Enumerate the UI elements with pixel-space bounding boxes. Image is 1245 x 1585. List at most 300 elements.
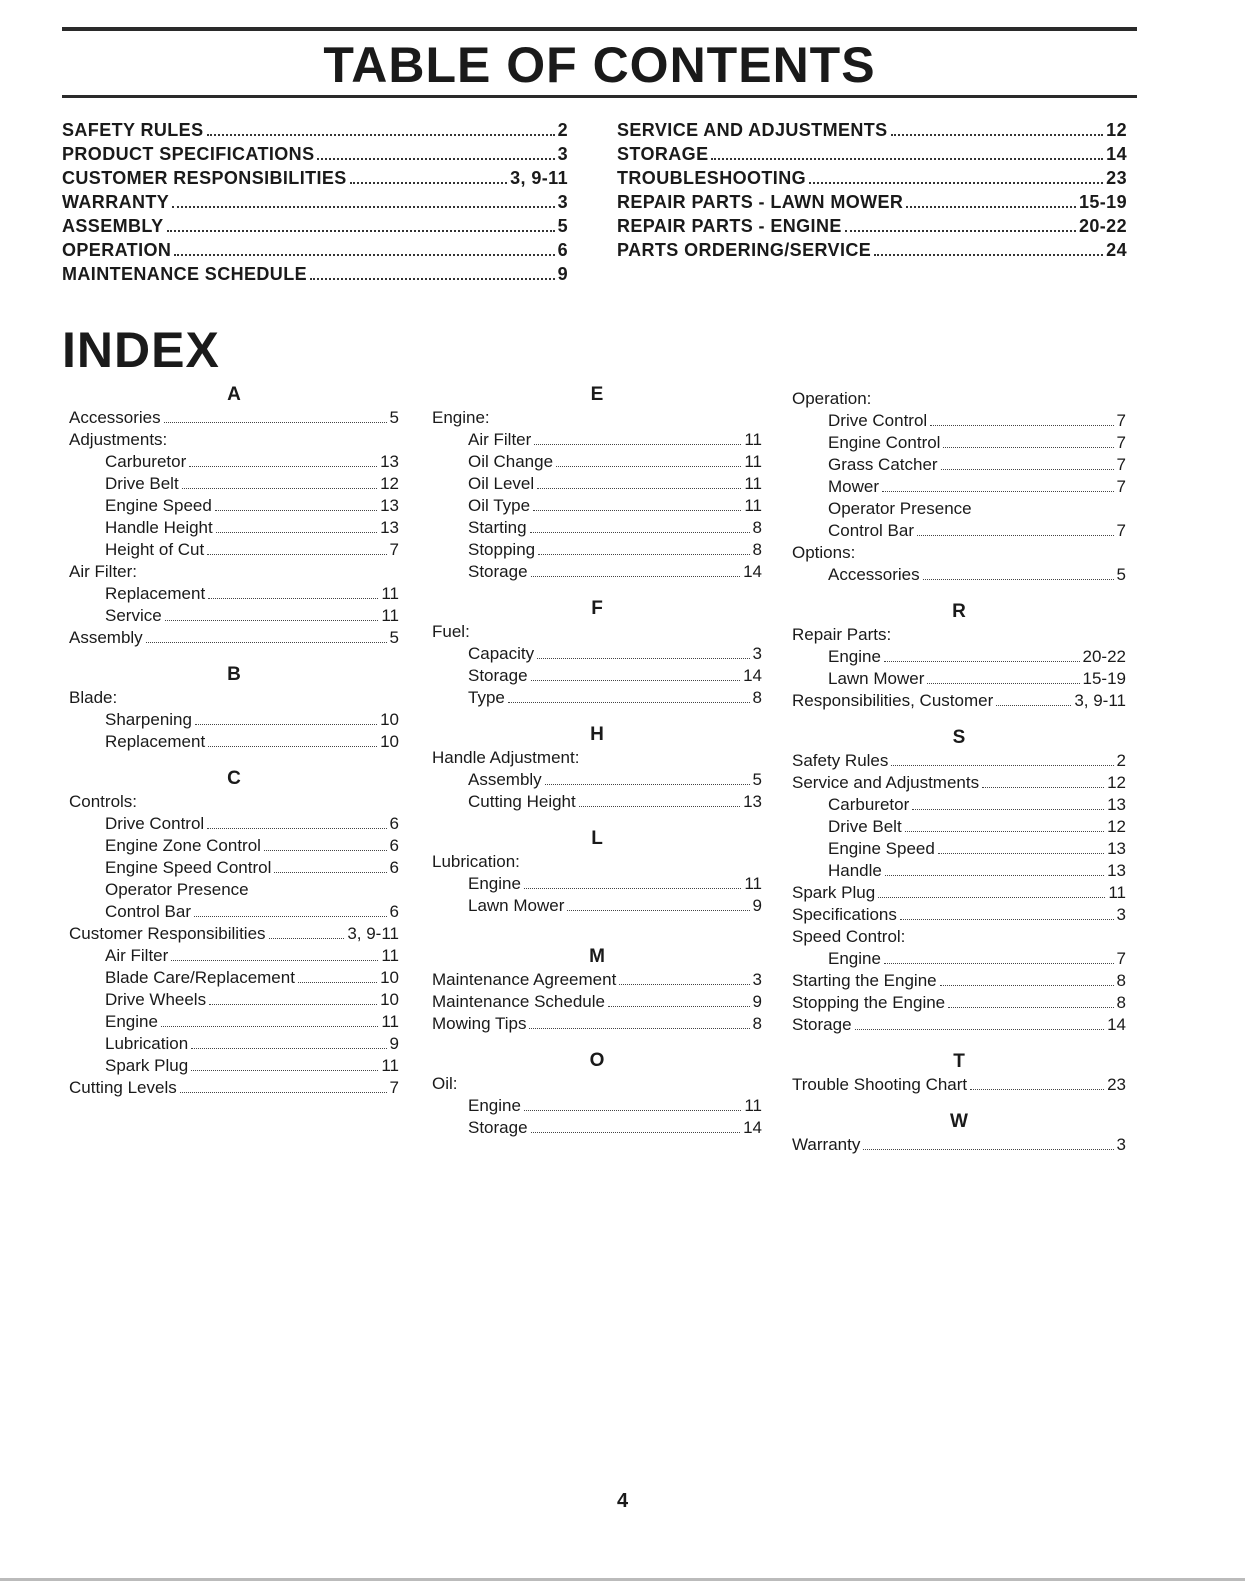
index-entry-page: 14 [743, 666, 762, 685]
index-entry-label: Service and Adjustments [792, 773, 980, 792]
index-subentry [792, 410, 1126, 432]
toc-entry-page: 3, 9-11 [510, 168, 568, 188]
index-subentry [432, 473, 762, 495]
index-entry-page: 11 [381, 606, 399, 625]
index-entry-page: 5 [1116, 565, 1126, 584]
dot-leader [317, 158, 554, 160]
index-subentry [69, 539, 399, 561]
index-entry-page: 5 [752, 770, 762, 789]
index-column-1 [69, 383, 399, 1099]
index-heading [792, 498, 1126, 520]
toc-entry [62, 168, 568, 192]
spacer [792, 1096, 1126, 1110]
index-subentry [69, 835, 399, 857]
index-heading [792, 542, 1126, 564]
index-entry-label: Carburetor [105, 452, 187, 471]
index-heading-label: Lubrication: [432, 852, 520, 871]
index-title: INDEX [62, 322, 220, 378]
index-subentry [792, 816, 1126, 838]
dot-leader [874, 254, 1103, 256]
index-entry-label: Drive Control [105, 814, 205, 833]
dot-leader [863, 1149, 1113, 1150]
index-subentry [69, 1033, 399, 1055]
index-entry-label: Trouble Shooting Chart [792, 1075, 968, 1094]
index-entry-label: Drive Belt [105, 474, 179, 493]
index-entry-label: Oil Type [468, 496, 531, 515]
index-entry-page: 15-19 [1082, 669, 1126, 688]
index-entry-page: 11 [744, 1096, 762, 1115]
index-entry-page: 14 [743, 1118, 762, 1137]
index-entry-page: 8 [752, 1014, 762, 1033]
index-entry-label: Responsibilities, Customer [792, 691, 994, 710]
index-entry-page: 9 [389, 1034, 399, 1053]
dot-leader [537, 658, 749, 659]
index-column-2 [432, 383, 762, 1139]
dot-leader [508, 702, 750, 703]
index-subentry [432, 1117, 762, 1139]
index-letter-heading: S [952, 727, 966, 748]
toc-right-column [617, 120, 1127, 264]
index-subentry [69, 1055, 399, 1077]
index-entry-page: 7 [389, 540, 399, 559]
index-heading [792, 624, 1126, 646]
toc-entry-label: CUSTOMER RESPONSIBILITIES [62, 168, 347, 188]
index-subentry [792, 646, 1126, 668]
index-entry-label: Handle [828, 861, 882, 880]
dot-leader [906, 206, 1076, 208]
index-heading [432, 851, 762, 873]
dot-leader [884, 963, 1114, 964]
index-subentry [69, 967, 399, 989]
dot-leader [531, 680, 741, 681]
index-entry-page: 5 [389, 628, 399, 647]
toc-entry-page: 20-22 [1078, 216, 1127, 236]
index-entry-page: 11 [744, 452, 762, 471]
index-entry [69, 627, 399, 649]
spacer [69, 753, 399, 767]
dot-leader [537, 488, 741, 489]
dot-leader [940, 985, 1114, 986]
index-entry-page: 13 [1107, 861, 1126, 880]
index-entry-page: 13 [1107, 839, 1126, 858]
spacer [792, 1036, 1126, 1050]
dot-leader [608, 1006, 750, 1007]
index-letter-heading: B [227, 664, 241, 685]
dot-leader [923, 579, 1114, 580]
index-entry-label: Mowing Tips [432, 1014, 527, 1033]
index-entry-label: Starting [468, 518, 527, 537]
index-subentry [69, 901, 399, 923]
spacer [432, 1035, 762, 1049]
index-entry-label: Control Bar [828, 521, 914, 540]
toc-entry [62, 264, 568, 288]
index-subentry [69, 813, 399, 835]
index-subentry [792, 476, 1126, 498]
index-entry-label: Blade Care/Replacement [105, 968, 295, 987]
dot-leader [269, 938, 345, 939]
spacer [792, 586, 1126, 600]
dot-leader [194, 916, 387, 917]
index-heading-label: Operator Presence [105, 880, 249, 899]
index-subentry [432, 1095, 762, 1117]
spacer [432, 931, 762, 945]
index-entry-label: Engine Zone Control [105, 836, 261, 855]
index-entry-label: Warranty [792, 1135, 861, 1154]
dot-leader [943, 447, 1113, 448]
index-entry-page: 9 [752, 992, 762, 1011]
index-heading-label: Speed Control: [792, 927, 906, 946]
index-heading [432, 747, 762, 769]
spacer [432, 813, 762, 827]
index-entry-label: Engine [105, 1012, 158, 1031]
dot-leader [996, 705, 1071, 706]
index-entry-label: Cutting Height [468, 792, 576, 811]
index-entry-label: Capacity [468, 644, 535, 663]
index-subentry [432, 873, 762, 895]
index-letter-heading: O [589, 1050, 605, 1071]
index-entry-page: 10 [380, 732, 399, 751]
index-entry-label: Storage [468, 1118, 528, 1137]
dot-leader [905, 831, 1104, 832]
index-heading-label: Engine: [432, 408, 490, 427]
index-entry-page: 11 [744, 430, 762, 449]
index-letter-heading: F [591, 598, 603, 619]
toc-entry-label: PARTS ORDERING/SERVICE [617, 240, 872, 260]
index-entry-label: Air Filter [468, 430, 532, 449]
index-entry-label: Drive Belt [828, 817, 902, 836]
index-entry-label: Maintenance Schedule [432, 992, 605, 1011]
dot-leader [529, 1028, 749, 1029]
dot-leader [855, 1029, 1105, 1030]
spacer [432, 709, 762, 723]
index-entry-page: 8 [752, 688, 762, 707]
index-letter-heading: M [589, 946, 605, 967]
index-entry-label: Control Bar [105, 902, 191, 921]
index-subentry [792, 794, 1126, 816]
index-subentry [69, 1011, 399, 1033]
index-entry-page: 13 [743, 792, 762, 811]
index-entry-label: Drive Control [828, 411, 928, 430]
index-entry-page: 2 [1116, 751, 1126, 770]
toc-entry [617, 216, 1127, 240]
index-entry-label: Lubrication [105, 1034, 189, 1053]
index-subentry [432, 561, 762, 583]
spacer [69, 649, 399, 663]
index-entry-label: Storage [792, 1015, 852, 1034]
dot-leader [927, 683, 1079, 684]
toc-entry [62, 192, 568, 216]
dot-leader [209, 1004, 377, 1005]
spacer [432, 583, 762, 597]
index-subentry [432, 665, 762, 687]
dot-leader [165, 620, 379, 621]
index-entry [792, 772, 1126, 794]
index-entry-page: 10 [380, 968, 399, 987]
index-letter-heading: T [953, 1051, 965, 1072]
index-entry [432, 1013, 762, 1035]
index-subentry [792, 668, 1126, 690]
index-entry-page: 11 [381, 1056, 399, 1075]
spacer [792, 712, 1126, 726]
index-entry [792, 904, 1126, 926]
index-entry-label: Storage [468, 562, 528, 581]
index-entry-label: Spark Plug [105, 1056, 189, 1075]
index-entry-label: Engine [828, 949, 881, 968]
dot-leader [274, 872, 386, 873]
index-entry [792, 690, 1126, 712]
index-entry-page: 12 [380, 474, 399, 493]
toc-entry [617, 168, 1127, 192]
dot-leader [207, 554, 386, 555]
dot-leader [310, 278, 555, 280]
toc-entry [62, 144, 568, 168]
toc-entry-label: TROUBLESHOOTING [617, 168, 806, 188]
index-entry-page: 7 [1116, 411, 1126, 430]
toc-entry [62, 216, 568, 240]
index-heading-label: Operation: [792, 389, 872, 408]
toc-entry-page: 2 [557, 120, 568, 140]
index-entry-label: Accessories [69, 408, 161, 427]
dot-leader [524, 888, 741, 889]
index-heading [432, 621, 762, 643]
toc-entry-label: MAINTENANCE SCHEDULE [62, 264, 308, 284]
dot-leader [531, 576, 741, 577]
toc-title-rule [62, 95, 1137, 98]
toc-entry [62, 240, 568, 264]
dot-leader [533, 510, 741, 511]
index-entry-page: 7 [1116, 433, 1126, 452]
toc-entry [62, 120, 568, 144]
dot-leader [174, 254, 554, 256]
index-entry-page: 6 [389, 814, 399, 833]
index-entry-label: Air Filter [105, 946, 169, 965]
toc-entry-label: WARRANTY [62, 192, 170, 212]
index-entry-label: Carburetor [828, 795, 910, 814]
index-entry-label: Lawn Mower [828, 669, 925, 688]
index-subentry [69, 857, 399, 879]
index-heading-label: Air Filter: [69, 562, 137, 581]
dot-leader [941, 469, 1114, 470]
spacer [432, 917, 762, 931]
index-letter-heading: A [227, 384, 241, 405]
dot-leader [195, 724, 377, 725]
dot-leader [948, 1007, 1113, 1008]
dot-leader [884, 661, 1080, 662]
index-subentry [792, 432, 1126, 454]
index-entry-label: Stopping [468, 540, 536, 559]
index-subentry [69, 989, 399, 1011]
index-subentry [432, 687, 762, 709]
index-subentry [432, 429, 762, 451]
index-subentry [792, 564, 1126, 586]
toc-entry [617, 144, 1127, 168]
index-entry [792, 1134, 1126, 1156]
dot-leader [264, 850, 387, 851]
index-entry-page: 6 [389, 902, 399, 921]
index-entry-page: 10 [380, 990, 399, 1009]
index-entry [792, 882, 1126, 904]
dot-leader [207, 828, 386, 829]
toc-left-column [62, 120, 568, 288]
index-entry-page: 23 [1107, 1075, 1126, 1094]
dot-leader [538, 554, 749, 555]
toc-entry-label: PRODUCT SPECIFICATIONS [62, 144, 315, 164]
toc-entry-label: ASSEMBLY [62, 216, 164, 236]
dot-leader [579, 806, 740, 807]
index-column-3 [792, 388, 1126, 1156]
index-entry-label: Accessories [828, 565, 920, 584]
dot-leader [298, 982, 377, 983]
index-entry-label: Height of Cut [105, 540, 205, 559]
toc-entry-label: SERVICE AND ADJUSTMENTS [617, 120, 888, 140]
index-entry-page: 11 [1108, 883, 1126, 902]
dot-leader [711, 158, 1103, 160]
index-entry [432, 991, 762, 1013]
index-entry-page: 8 [1116, 993, 1126, 1012]
index-heading-label: Adjustments: [69, 430, 168, 449]
toc-entry-page: 24 [1106, 240, 1127, 260]
index-heading-label: Operator Presence [828, 499, 972, 518]
dot-leader [809, 182, 1103, 184]
toc-entry [617, 192, 1127, 216]
index-subentry [432, 769, 762, 791]
index-letter-heading: W [950, 1111, 968, 1132]
index-heading [69, 429, 399, 451]
index-entry-label: Stopping the Engine [792, 993, 946, 1012]
index-entry-page: 10 [380, 710, 399, 729]
index-subentry [432, 495, 762, 517]
toc-entry-label: STORAGE [617, 144, 709, 164]
index-entry-label: Starting the Engine [792, 971, 937, 990]
index-subentry [432, 791, 762, 813]
index-subentry [69, 945, 399, 967]
index-entry-page: 3 [1116, 905, 1126, 924]
dot-leader [845, 230, 1076, 232]
index-entry-label: Grass Catcher [828, 455, 938, 474]
index-heading [69, 791, 399, 813]
index-entry [792, 970, 1126, 992]
index-entry-page: 7 [1116, 477, 1126, 496]
index-entry-label: Oil Level [468, 474, 535, 493]
index-entry-label: Sharpening [105, 710, 192, 729]
index-entry-page: 9 [752, 896, 762, 915]
index-subentry [432, 643, 762, 665]
index-entry-page: 6 [389, 836, 399, 855]
dot-leader [530, 532, 750, 533]
index-entry [69, 407, 399, 429]
index-entry-page: 7 [1116, 521, 1126, 540]
dot-leader [172, 206, 554, 208]
index-entry-label: Storage [468, 666, 528, 685]
dot-leader [891, 765, 1113, 766]
index-entry-page: 8 [1116, 971, 1126, 990]
index-heading [432, 407, 762, 429]
index-heading-label: Fuel: [432, 622, 470, 641]
toc-entry-page: 6 [557, 240, 568, 260]
index-entry-page: 8 [752, 540, 762, 559]
index-subentry [69, 605, 399, 627]
index-heading [432, 1073, 762, 1095]
index-entry-page: 3 [752, 970, 762, 989]
dot-leader [917, 535, 1114, 536]
dot-leader [208, 746, 377, 747]
index-entry-label: Specifications [792, 905, 897, 924]
index-entry-label: Type [468, 688, 505, 707]
index-subentry [69, 731, 399, 753]
index-entry-label: Engine [468, 1096, 521, 1115]
dot-leader [619, 984, 749, 985]
index-subentry [69, 473, 399, 495]
toc-entry-page: 14 [1106, 144, 1127, 164]
dot-leader [191, 1070, 378, 1071]
dot-leader [534, 444, 741, 445]
dot-leader [167, 230, 555, 232]
index-entry-label: Engine Speed [828, 839, 935, 858]
index-entry-label: Cutting Levels [69, 1078, 177, 1097]
index-entry [69, 923, 399, 945]
index-entry-label: Handle Height [105, 518, 213, 537]
bottom-rule [0, 1578, 1245, 1581]
dot-leader [878, 897, 1105, 898]
dot-leader [146, 642, 387, 643]
index-entry-page: 11 [381, 584, 399, 603]
index-entry-label: Assembly [468, 770, 542, 789]
index-entry [432, 969, 762, 991]
index-entry-page: 13 [380, 452, 399, 471]
index-subentry [792, 838, 1126, 860]
dot-leader [938, 853, 1104, 854]
index-entry [792, 750, 1126, 772]
index-entry [792, 1074, 1126, 1096]
index-heading [792, 926, 1126, 948]
page-number: 4 [616, 1490, 629, 1512]
index-letter-heading: H [590, 724, 604, 745]
index-entry-page: 3 [1116, 1135, 1126, 1154]
toc-entry-label: REPAIR PARTS - LAWN MOWER [617, 192, 904, 212]
index-entry-page: 7 [1116, 455, 1126, 474]
index-entry-page: 14 [1107, 1015, 1126, 1034]
dot-leader [982, 787, 1104, 788]
dot-leader [556, 466, 741, 467]
toc-title: TABLE OF CONTENTS [323, 37, 876, 93]
index-entry-page: 8 [752, 518, 762, 537]
toc-entry-page: 12 [1106, 120, 1127, 140]
index-subentry [432, 539, 762, 561]
dot-leader [912, 809, 1104, 810]
index-entry-label: Replacement [105, 584, 206, 603]
index-entry-page: 13 [380, 496, 399, 515]
index-entry-label: Engine Speed Control [105, 858, 272, 877]
dot-leader [208, 598, 378, 599]
index-heading-label: Options: [792, 543, 856, 562]
index-heading-label: Controls: [69, 792, 138, 811]
index-subentry [792, 520, 1126, 542]
index-entry-label: Customer Responsibilities [69, 924, 266, 943]
index-entry-label: Drive Wheels [105, 990, 207, 1009]
index-letter-heading: E [590, 384, 604, 405]
index-entry-label: Lawn Mower [468, 896, 565, 915]
index-entry-page: 3, 9-11 [1074, 691, 1126, 710]
toc-entry-label: REPAIR PARTS - ENGINE [617, 216, 842, 236]
dot-leader [545, 784, 750, 785]
toc-entry-page: 15-19 [1078, 192, 1127, 212]
index-entry-page: 11 [744, 474, 762, 493]
index-entry-label: Mower [828, 477, 880, 496]
dot-leader [531, 1132, 741, 1133]
index-entry-page: 12 [1107, 773, 1126, 792]
dot-leader [161, 1026, 378, 1027]
index-entry-page: 7 [1116, 949, 1126, 968]
